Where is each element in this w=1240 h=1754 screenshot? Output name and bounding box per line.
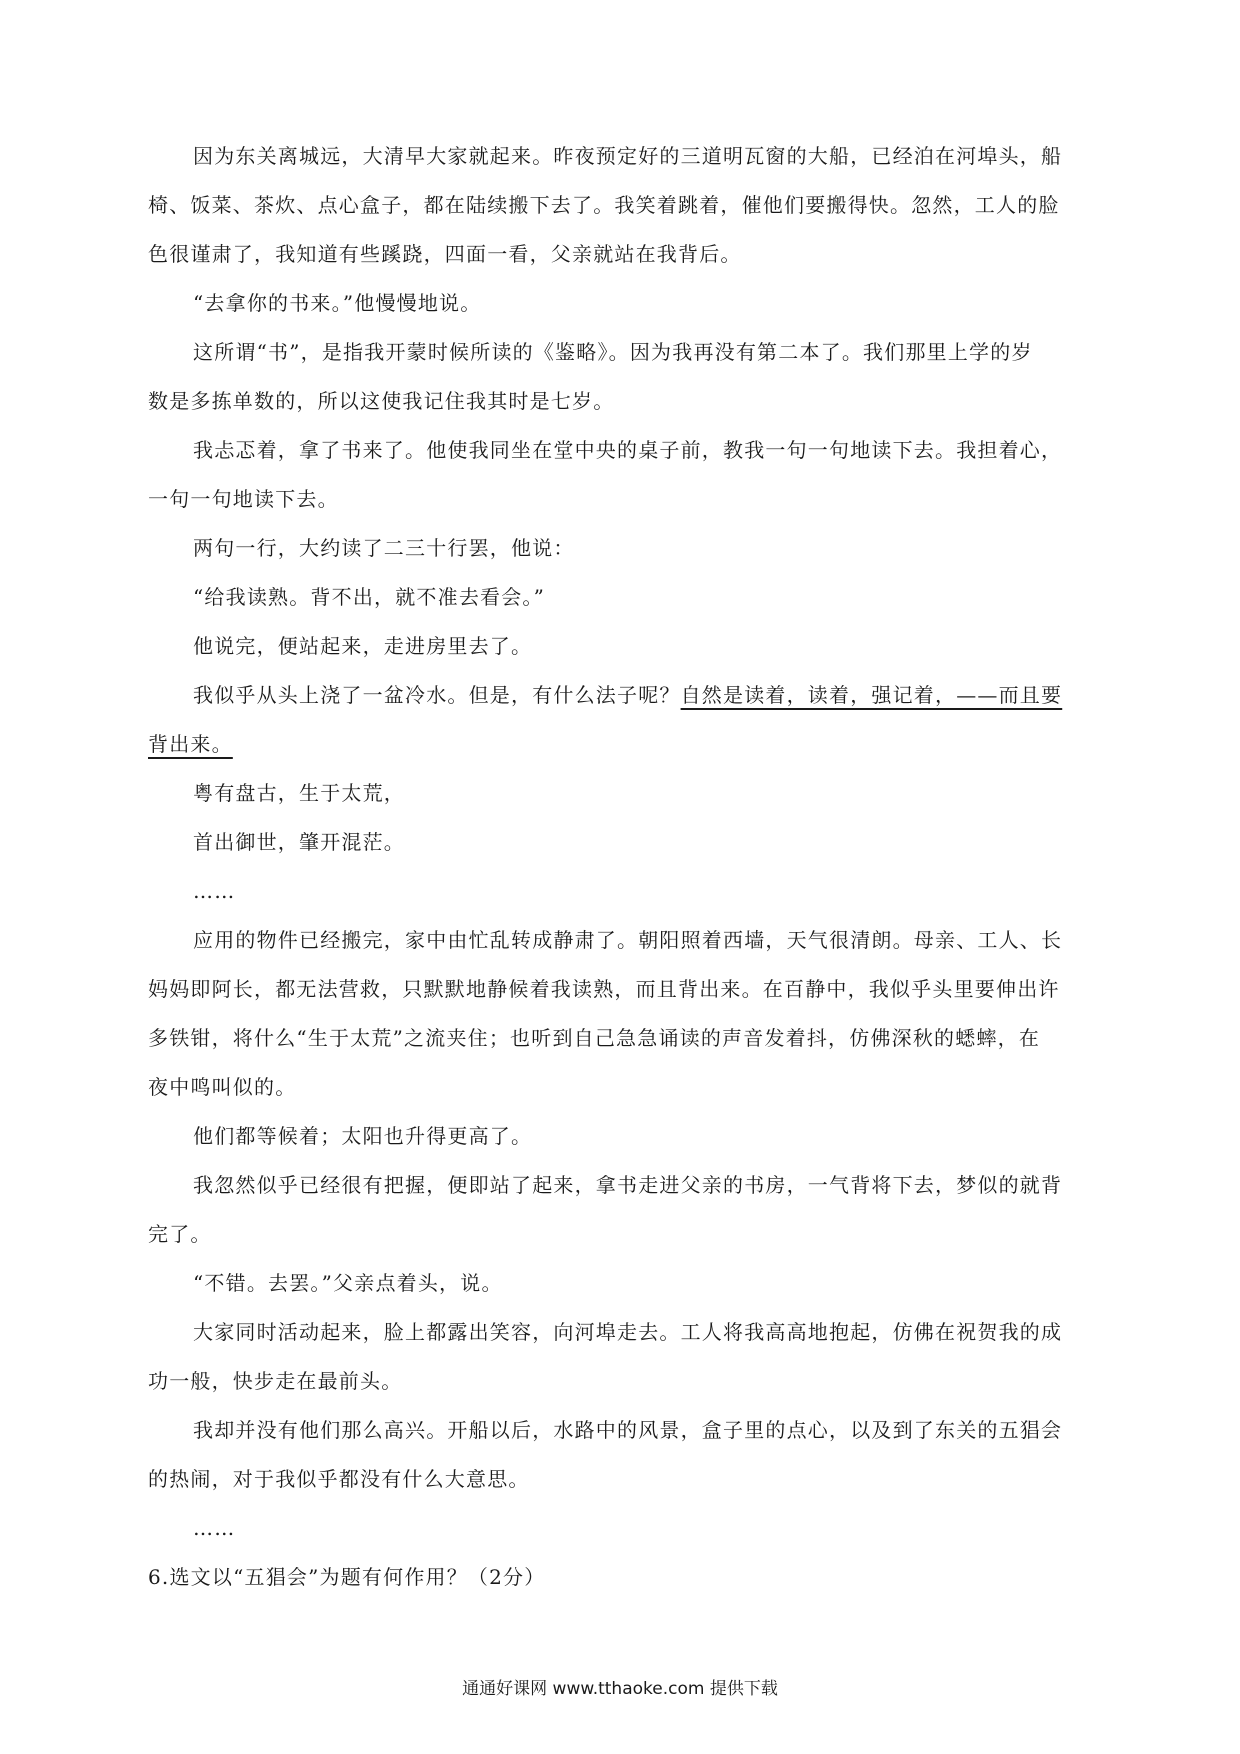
text-line: 的热闹，对于我似乎都没有什么大意思。: [148, 1467, 530, 1491]
text-line: 多铁钳，将什么“生于太荒”之流夹住；也听到自己急急诵读的声音发着抖，仿佛深秋的蟋蟀，在: [148, 1026, 1041, 1050]
text-line: 因为东关离城远，大清早大家就起来。昨夜预定好的三道明瓦窗的大船，已经泊在河埠头，船: [193, 144, 1063, 168]
text-line: 他们都等候着；太阳也升得更高了。: [193, 1124, 533, 1148]
text-line: 一句一句地读下去。: [148, 487, 339, 511]
text-line: 我忽然似乎已经很有把握，便即站了起来，拿书走进父亲的书房，一气背将下去，梦似的就背: [193, 1173, 1063, 1197]
page-footer: 通通好课网 www.tthaoke.com 提供下载: [462, 1679, 778, 1699]
text-line: 数是多拣单数的，所以这使我记住我其时是七岁。: [148, 389, 615, 413]
text-line: 我却并没有他们那么高兴。开船以后，水路中的风景，盒子里的点心，以及到了东关的五猖会: [193, 1418, 1063, 1442]
underlined-text: 自然是读着，读着，强记着，——而且要: [680, 683, 1063, 707]
text-line: 大家同时活动起来，脸上都露出笑容，向河埠走去。工人将我高高地抱起，仿佛在祝贺我的成: [193, 1320, 1063, 1344]
text-line: “去拿你的书来。”他慢慢地说。: [193, 291, 482, 315]
text-line: [193, 681, 1062, 709]
text-line: 这所谓“书”，是指我开蒙时候所读的《鉴略》。因为我再没有第二本了。我们那里上学的岁: [193, 340, 1033, 364]
text-line: 我忐忑着，拿了书来了。他使我同坐在堂中央的桌子前，教我一句一句地读下去。我担着心，: [193, 438, 1063, 462]
text-line: 两句一行，大约读了二三十行罢，他说：: [193, 536, 575, 560]
text-segment: 我似乎从头上浇了一盆冷水。但是，有什么法子呢？: [193, 683, 681, 707]
text-line: 功一般，快步走在最前头。: [148, 1369, 403, 1393]
text-line: 应用的物件已经搬完，家中由忙乱转成静肃了。朝阳照着西墙，天气很清朗。母亲、工人、长: [193, 928, 1063, 952]
text-line: 完了。: [148, 1222, 212, 1246]
ellipsis: ……: [193, 879, 236, 903]
verse-line: 粤有盘古，生于太荒，: [193, 781, 405, 805]
text-line: 椅、饭菜、茶炊、点心盒子，都在陆续搬下去了。我笑着跳着，催他们要搬得快。忽然，工人的脸: [148, 193, 1060, 217]
underlined-text: 背出来。: [148, 732, 233, 756]
verse-line: 首出御世，肇开混茫。: [193, 830, 405, 854]
text-line: 夜中鸣叫似的。: [148, 1075, 297, 1099]
text-line: “不错。去罢。”父亲点着头，说。: [193, 1271, 503, 1295]
question-text: 6.选文以“五猖会”为题有何作用？（2分）: [148, 1565, 546, 1589]
ellipsis: ……: [193, 1516, 236, 1540]
text-line: 色很谨肃了，我知道有些蹊跷，四面一看，父亲就站在我背后。: [148, 242, 742, 266]
text-line: 他说完，便站起来，走进房里去了。: [193, 634, 533, 658]
text-line: [148, 730, 233, 758]
text-line: 妈妈即阿长，都无法营救，只默默地静候着我读熟，而且背出来。在百静中，我似乎头里要伸出许: [148, 977, 1060, 1001]
text-line: “给我读熟。背不出，就不准去看会。”: [193, 585, 546, 609]
